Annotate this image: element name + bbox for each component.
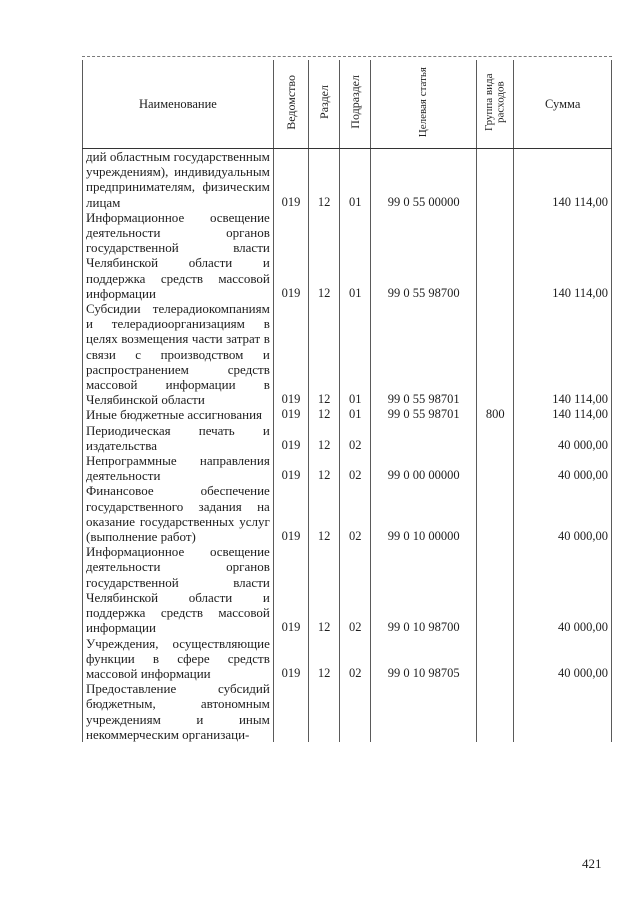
cell-section: 12 <box>309 301 340 407</box>
cell-expense-type-group <box>477 636 514 682</box>
cell-subsection: 02 <box>340 483 371 544</box>
cell-department: 019 <box>273 149 308 210</box>
cell-amount: 40 000,00 <box>514 423 612 453</box>
cell-target-item: 99 0 10 00000 <box>371 483 477 544</box>
cell-expense-type-group <box>477 301 514 407</box>
cell-amount: 140 114,00 <box>514 407 612 422</box>
cell-name: Информационное освещение деятельности органов государственной власти Челябинской области и поддержка средств массовой информации <box>83 210 274 301</box>
cell-section: 12 <box>309 210 340 301</box>
cell-amount: 140 114,00 <box>514 149 612 210</box>
top-rule <box>82 56 612 57</box>
cell-amount: 40 000,00 <box>514 544 612 635</box>
table-row <box>83 681 612 742</box>
cell-name: Учреждения, осуществляющие функции в сфере средств массовой информации <box>83 636 274 682</box>
cell-section <box>309 681 340 742</box>
header-amount: Сумма <box>514 60 612 149</box>
cell-expense-type-group <box>477 544 514 635</box>
cell-section: 12 <box>309 483 340 544</box>
cell-department: 019 <box>273 407 308 422</box>
cell-target-item: 99 0 10 98700 <box>371 544 477 635</box>
cell-target-item: 99 0 55 00000 <box>371 149 477 210</box>
cell-name: дий областным государственным учреждениям), индивидуальным предпринимателям, физическим лицам <box>83 149 274 210</box>
cell-department: 019 <box>273 301 308 407</box>
cell-expense-type-group: 800 <box>477 407 514 422</box>
cell-target-item: 99 0 55 98701 <box>371 407 477 422</box>
cell-amount: 40 000,00 <box>514 636 612 682</box>
cell-section: 12 <box>309 149 340 210</box>
table-row <box>83 483 612 544</box>
cell-department: 019 <box>273 636 308 682</box>
cell-section: 12 <box>309 407 340 422</box>
cell-target-item: 99 0 10 98705 <box>371 636 477 682</box>
cell-subsection: 02 <box>340 423 371 453</box>
cell-section: 12 <box>309 544 340 635</box>
cell-section: 12 <box>309 423 340 453</box>
page-number: 421 <box>582 856 602 871</box>
cell-amount: 40 000,00 <box>514 453 612 483</box>
cell-subsection: 02 <box>340 636 371 682</box>
cell-expense-type-group <box>477 149 514 210</box>
cell-subsection: 02 <box>340 453 371 483</box>
cell-amount: 140 114,00 <box>514 210 612 301</box>
cell-subsection: 01 <box>340 301 371 407</box>
cell-department: 019 <box>273 210 308 301</box>
cell-amount: 140 114,00 <box>514 301 612 407</box>
cell-subsection: 01 <box>340 407 371 422</box>
header-subsection: Подраздел <box>340 60 371 149</box>
cell-amount <box>514 681 612 742</box>
budget-table <box>82 60 612 742</box>
cell-name: Информационное освещение деятельности органов государственной власти Челябинской области и поддержка средств массовой информации <box>83 544 274 635</box>
cell-target-item: 99 0 00 00000 <box>371 453 477 483</box>
cell-department: 019 <box>273 544 308 635</box>
header-expense-type-group: Группа вида расходов <box>477 60 514 149</box>
cell-expense-type-group <box>477 453 514 483</box>
cell-department: 019 <box>273 483 308 544</box>
table-row <box>83 636 612 682</box>
cell-target-item <box>371 681 477 742</box>
cell-subsection: 01 <box>340 210 371 301</box>
cell-department: 019 <box>273 423 308 453</box>
cell-department: 019 <box>273 453 308 483</box>
table-row <box>83 301 612 407</box>
cell-department <box>273 681 308 742</box>
cell-section: 12 <box>309 636 340 682</box>
cell-target-item: 99 0 55 98701 <box>371 301 477 407</box>
table-row <box>83 149 612 210</box>
cell-expense-type-group <box>477 423 514 453</box>
cell-section: 12 <box>309 453 340 483</box>
cell-expense-type-group <box>477 681 514 742</box>
header-target-item: Целевая статья <box>371 60 477 149</box>
header-section: Раздел <box>309 60 340 149</box>
cell-name: Финансовое обеспечение государственного задания на оказание государственных услуг (выполнение работ) <box>83 483 274 544</box>
cell-name: Субсидии телерадиокомпаниям и телерадиоорганизациям в целях возмещения части затрат в связи с производством и распространением средств массовой информации в Челябинской области <box>83 301 274 407</box>
cell-expense-type-group <box>477 210 514 301</box>
table-row <box>83 407 612 422</box>
table-row <box>83 423 612 453</box>
table-row <box>83 544 612 635</box>
header-department: Ведомство <box>273 60 308 149</box>
cell-target-item: 99 0 55 98700 <box>371 210 477 301</box>
cell-amount: 40 000,00 <box>514 483 612 544</box>
cell-subsection: 02 <box>340 544 371 635</box>
table-row <box>83 453 612 483</box>
table-header-row <box>83 60 612 149</box>
cell-name: Предоставление субсидий бюджетным, автономным учреждениям и иным некоммерческим организаци- <box>83 681 274 742</box>
cell-target-item <box>371 423 477 453</box>
cell-name: Периодическая печать и издательства <box>83 423 274 453</box>
table-row <box>83 210 612 301</box>
cell-subsection <box>340 681 371 742</box>
cell-name: Иные бюджетные ассигнования <box>83 407 274 422</box>
cell-expense-type-group <box>477 483 514 544</box>
header-name: Наименование <box>83 60 274 149</box>
cell-subsection: 01 <box>340 149 371 210</box>
cell-name: Непрограммные направления деятельности <box>83 453 274 483</box>
